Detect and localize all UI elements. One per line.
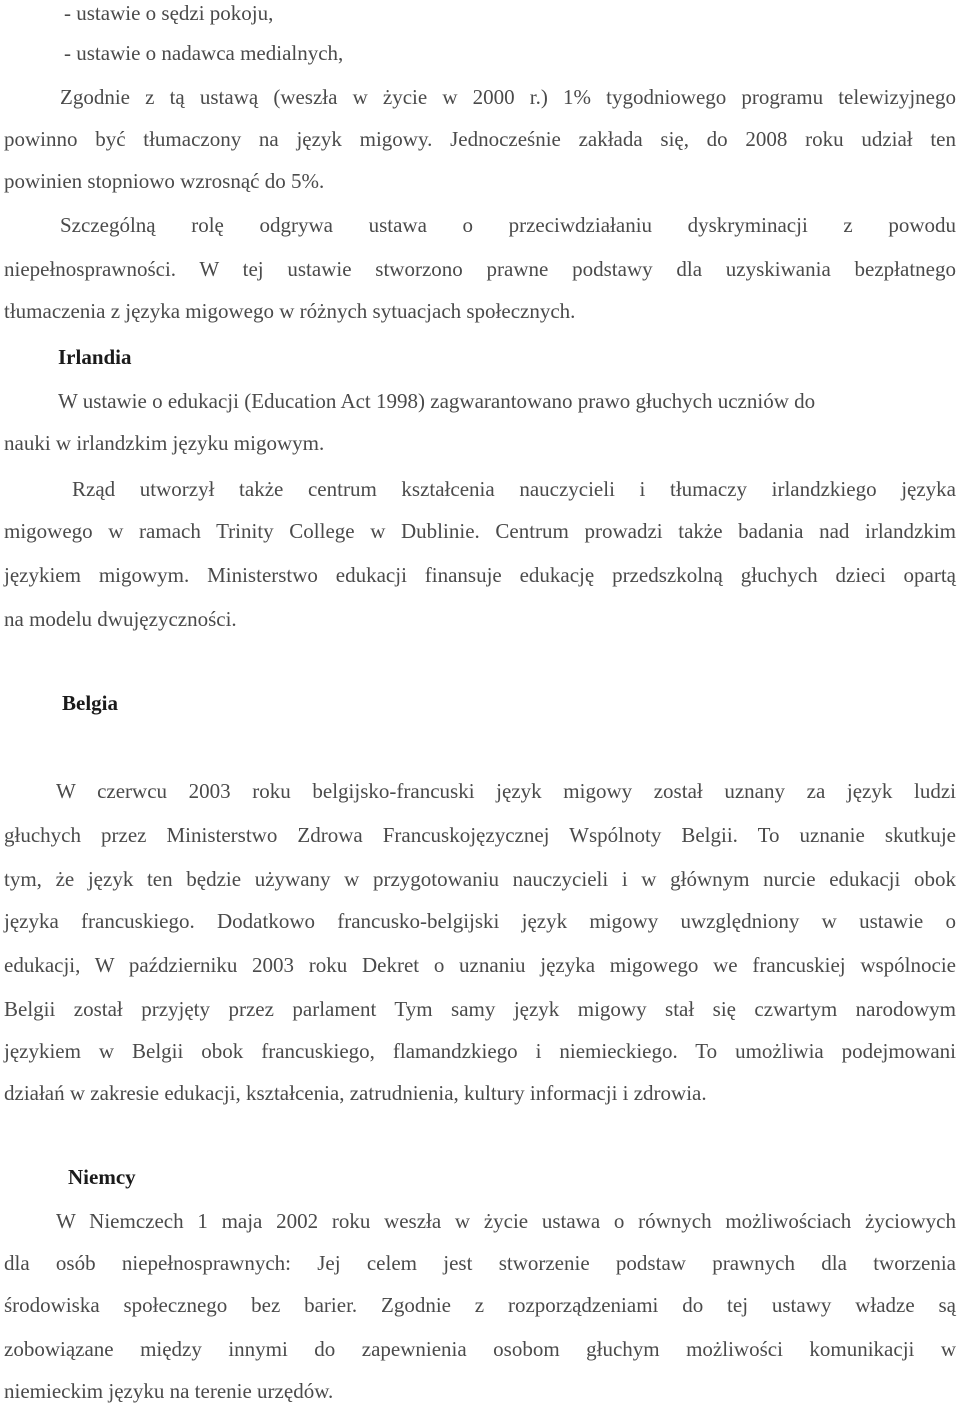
text-line: - ustawie o nadawca medialnych,: [64, 41, 344, 65]
text-line: powinno być tłumaczony na język migowy. Jednocześnie zakłada się, do 2008 roku udział ten: [4, 127, 956, 151]
text-line: Zgodnie z tą ustawą (weszła w życie w 2000 r.) 1% tygodniowego programu telewizyjnego: [60, 85, 956, 109]
text-line: języka francuskiego. Dodatkowo francusko-belgijski język migowy uwzględniony w ustawie o: [4, 909, 956, 933]
section-heading-niemcy: Niemcy: [68, 1165, 136, 1189]
text-line: językiem w Belgii obok francuskiego, flamandzkiego i niemieckiego. To umożliwia podejmowani: [4, 1039, 956, 1063]
text-line: środowiska społecznego bez barier. Zgodnie z rozporządzeniami do tej ustawy władze są: [4, 1293, 956, 1317]
text-line: W ustawie o edukacji (Education Act 1998) zagwarantowano prawo głuchych uczniów do: [58, 389, 816, 413]
text-line: głuchych przez Ministerstwo Zdrowa Francuskojęzycznej Wspólnoty Belgii. To uznanie skutkuje: [4, 823, 956, 847]
text-line: tym, że język ten będzie używany w przygotowaniu nauczycieli i w głównym nurcie edukacji obok: [4, 867, 956, 891]
text-line: na modelu dwujęzyczności.: [4, 607, 237, 631]
text-line: zobowiązane między innymi do zapewnienia osobom głuchym możliwości komunikacji w: [4, 1337, 956, 1361]
text-line: edukacji, W październiku 2003 roku Dekret o uznaniu języka migowego we francuskiej wspólnocie: [4, 953, 956, 977]
text-line: migowego w ramach Trinity College w Dublinie. Centrum prowadzi także badania nad irlandzkim: [4, 519, 956, 543]
text-line: W Niemczech 1 maja 2002 roku weszła w życie ustawa o równych możliwościach życiowych: [56, 1209, 956, 1233]
text-line: niepełnosprawności. W tej ustawie stworzono prawne podstawy dla uzyskiwania bezpłatnego: [4, 257, 956, 281]
text-line: dla osób niepełnosprawnych: Jej celem jest stworzenie podstaw prawnych dla tworzenia: [4, 1251, 956, 1275]
text-line: Rząd utworzył także centrum kształcenia nauczycieli i tłumaczy irlandzkiego języka: [72, 477, 956, 501]
text-line: Szczególną rolę odgrywa ustawa o przeciwdziałaniu dyskryminacji z powodu: [60, 213, 956, 237]
text-line: W czerwcu 2003 roku belgijsko-francuski język migowy został uznany za język ludzi: [56, 779, 956, 803]
text-line: - ustawie o sędzi pokoju,: [64, 1, 274, 25]
text-line: działań w zakresie edukacji, kształcenia, zatrudnienia, kultury informacji i zdrowia.: [4, 1081, 707, 1105]
text-line: językiem migowym. Ministerstwo edukacji finansuje edukację przedszkolną głuchych dzieci opartą: [4, 563, 956, 587]
text-line: nauki w irlandzkim języku migowym.: [4, 431, 325, 455]
text-line: tłumaczenia z języka migowego w różnych sytuacjach społecznych.: [4, 299, 576, 323]
text-line: Belgii został przyjęty przez parlament Tym samy język migowy stał się czwartym narodowym: [4, 997, 956, 1021]
text-line: niemieckim języku na terenie urzędów.: [4, 1379, 334, 1403]
text-line: powinien stopniowo wzrosnąć do 5%.: [4, 169, 325, 193]
section-heading-belgia: Belgia: [62, 691, 118, 715]
section-heading-irlandia: Irlandia: [58, 345, 132, 369]
